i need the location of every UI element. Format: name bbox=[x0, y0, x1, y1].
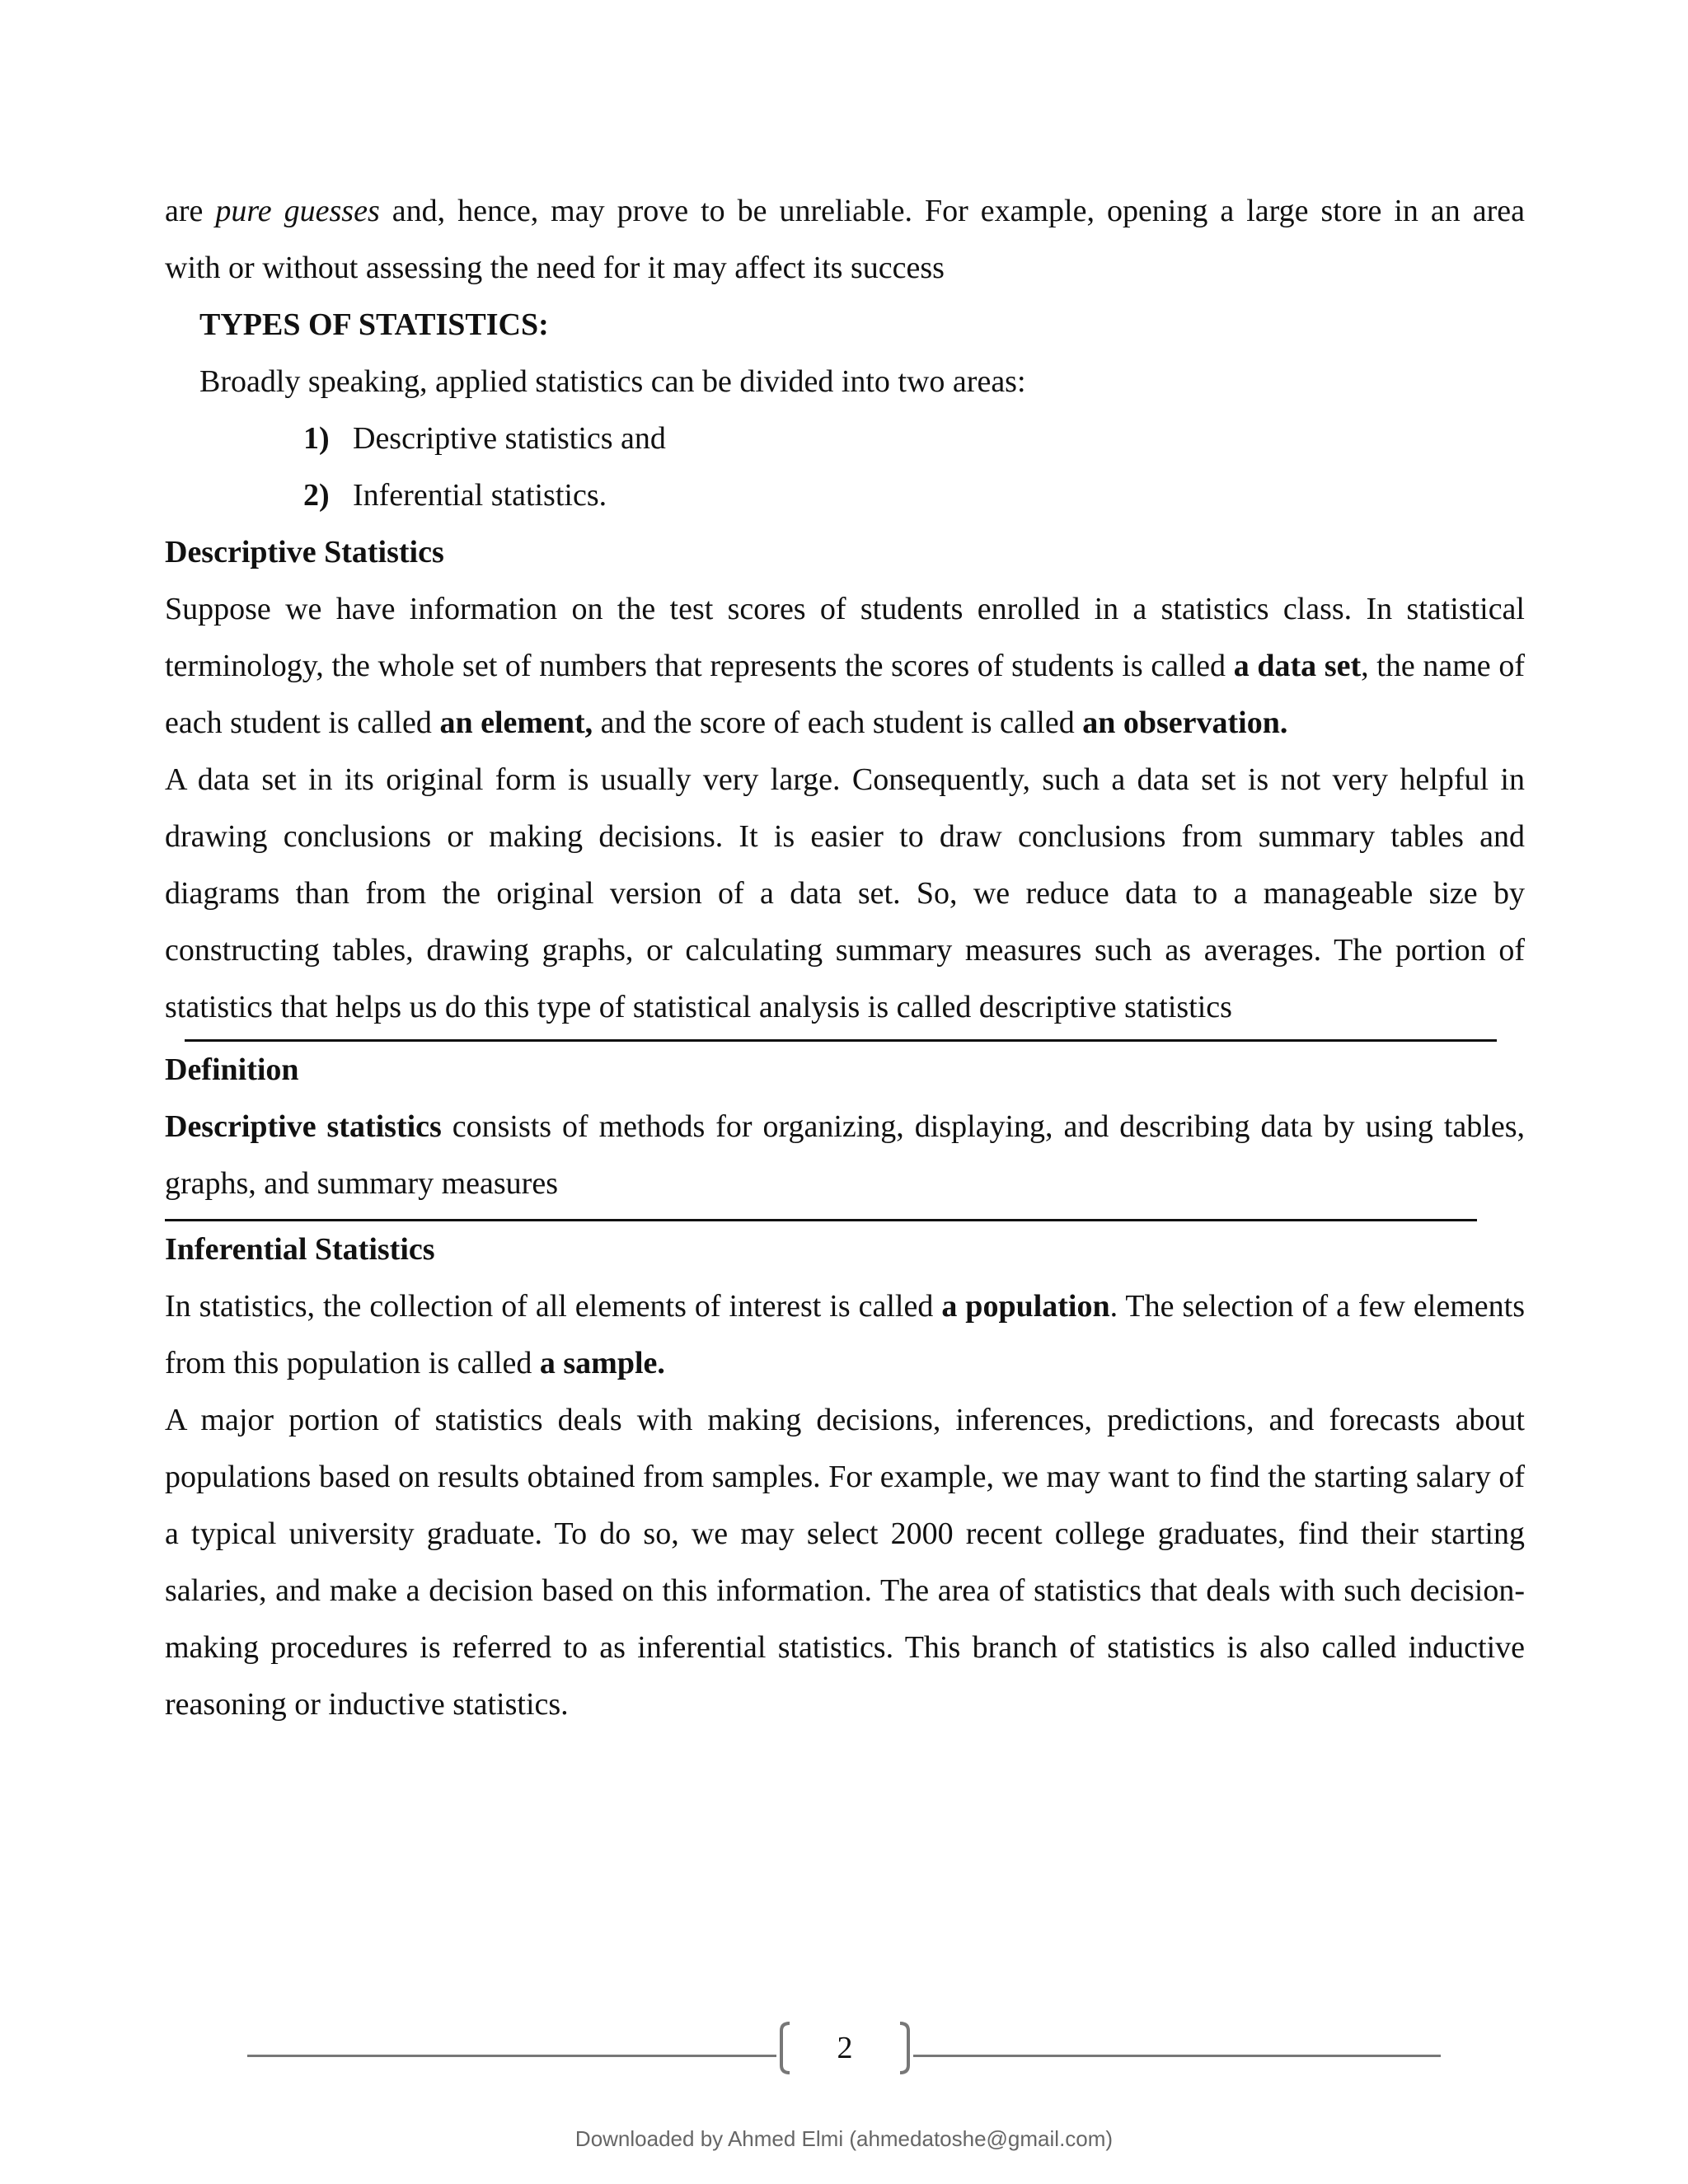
descriptive-paragraph-1 bbox=[165, 581, 1525, 752]
types-intro: Broadly speaking, applied statistics can be divided into two areas: bbox=[199, 364, 1026, 399]
inferential-heading: Inferential Statistics bbox=[165, 1232, 435, 1267]
term-sample: a sample. bbox=[539, 1346, 665, 1380]
inferential-paragraph-2: A major portion of statistics deals with making decisions, inferences, predictions, and forecasts about populations based on results obtained from samples. For example, we may want to find the starting salary of a typical university graduate. To do so, we may select 2000 recent college graduates, find their starting salaries, and make a decision based on this information. The area of statistics that deals with such decision-making procedures is referred to as inferential statistics. This branch of statistics is also called inductive reasoning or inductive statistics. bbox=[165, 1403, 1525, 1722]
download-note: Downloaded by Ahmed Elmi (ahmedatoshe@gmail.com) bbox=[574, 2126, 1114, 2151]
list-item bbox=[165, 467, 1525, 524]
text-run: . The selection of a few elements from this population is called bbox=[165, 1289, 1525, 1380]
list-text: Descriptive statistics and bbox=[353, 421, 666, 456]
page-content bbox=[165, 183, 1525, 1733]
text-run: and the score of each student is called bbox=[593, 705, 1083, 740]
list-text: Inferential statistics. bbox=[353, 478, 607, 513]
inferential-paragraph-1 bbox=[165, 1278, 1525, 1392]
definition-heading: Definition bbox=[165, 1052, 299, 1087]
intro-line-1-pre: are bbox=[165, 194, 216, 228]
descriptive-heading: Descriptive Statistics bbox=[165, 535, 444, 569]
term-population: a population bbox=[941, 1289, 1110, 1324]
intro-italic-phrase: pure guesses bbox=[215, 194, 380, 228]
definition-body: consists of methods for organizing, displaying, and describing data by using tables, graphs, and summary measures bbox=[165, 1109, 1525, 1201]
intro-line-2: with or without assessing the need for it may affect its success bbox=[165, 251, 945, 285]
list-item bbox=[165, 410, 1525, 467]
types-heading: TYPES OF STATISTICS: bbox=[199, 307, 549, 342]
definition-term: Descriptive statistics bbox=[165, 1109, 442, 1144]
left-bracket-icon bbox=[776, 2021, 791, 2075]
right-bracket-icon bbox=[898, 2021, 913, 2075]
text-run: , the name of each student is called bbox=[165, 649, 1525, 740]
list-number: 1) bbox=[303, 421, 330, 456]
descriptive-paragraph-2: A data set in its original form is usually very large. Consequently, such a data set is not very helpful in drawing conclusions or making decisions. It is easier to draw conclusions from summary tables and diagrams than from the original version of a data set. So, we reduce data to a manageable size by constructing tables, drawing graphs, or calculating summary measures such as averages. The portion of statistics that helps us do this type of statistical analysis is called descriptive statistics bbox=[165, 762, 1525, 1024]
text-run: In statistics, the collection of all elements of interest is called bbox=[165, 1289, 942, 1324]
page-footer bbox=[0, 2021, 1688, 2087]
intro-line-1-post: and, hence, may prove to be unreliable. For example, opening a large store in an area bbox=[379, 194, 1526, 228]
definition-text bbox=[165, 1099, 1525, 1212]
footer-rule-right bbox=[913, 2055, 1441, 2057]
term-data-set: a data set bbox=[1233, 649, 1362, 683]
term-element: an element, bbox=[439, 705, 593, 740]
list-number: 2) bbox=[303, 478, 330, 513]
text-run: Suppose we have information on the test scores of students enrolled in a statistics class. In statistical terminology, the whole set of numbers that represents the scores of students is called bbox=[165, 592, 1525, 683]
footer-rule-left bbox=[247, 2055, 776, 2057]
page-number: 2 bbox=[837, 2031, 853, 2065]
term-observation: an observation. bbox=[1082, 705, 1288, 740]
intro-line-1 bbox=[165, 183, 1525, 240]
